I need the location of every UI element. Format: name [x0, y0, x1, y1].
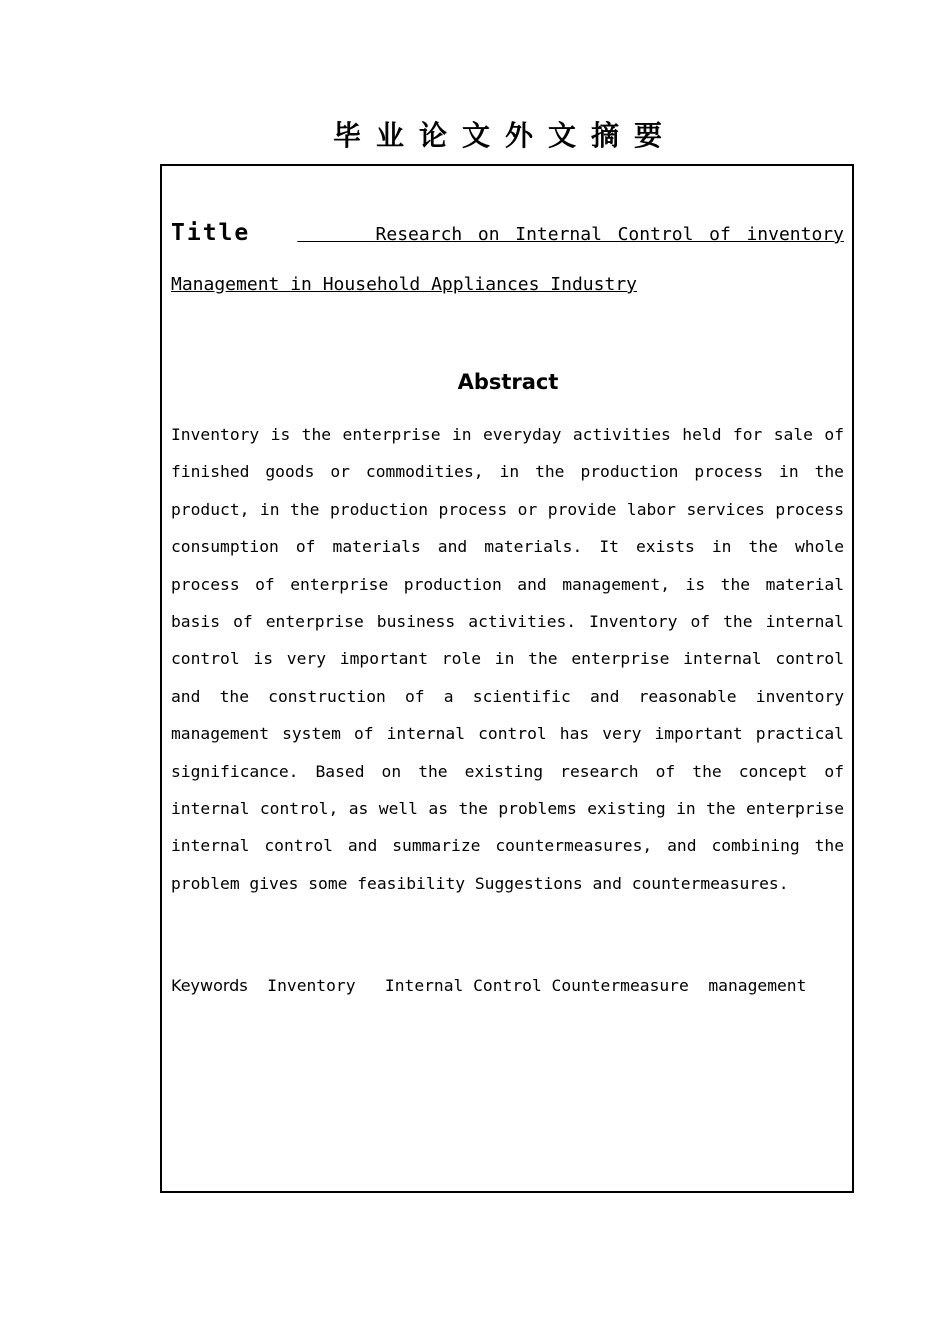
- title-label: Title: [171, 220, 251, 246]
- title-line1-text: Research on Internal Control of inventory: [375, 224, 844, 245]
- page-heading: 毕业论文外文摘要: [332, 119, 677, 152]
- keywords-label: Keywords: [171, 976, 248, 995]
- title-text-line1: [297, 224, 844, 245]
- title-underline-lead: [297, 224, 375, 245]
- title-text-line2: Management in Household Appliances Industry: [171, 274, 637, 295]
- abstract-box: [160, 164, 854, 1193]
- title-spacer: [250, 224, 297, 245]
- abstract-body: Inventory is the enterprise in everyday activities held for sale of finished goods or commodities, in the production process in the product, in the production process or provide labor services process consumption of materials and materials. It exists in the whole process of enterprise production and management, is the material basis of enterprise business activities. Inventory of the internal control is very important role in the enterprise internal control and the construction of a scientific and reasonable inventory management system of internal control has very important practical significance. Based on the existing research of the concept of internal control, as well as the problems existing in the enterprise internal control and summarize countermeasures, and combining the problem gives some feasibility Suggestions and countermeasures.: [171, 425, 844, 893]
- title-line: [171, 220, 844, 248]
- abstract-heading: Abstract: [457, 370, 559, 394]
- keywords-values: Inventory Internal Control Countermeasure management: [267, 976, 807, 995]
- keywords-line: [171, 973, 806, 999]
